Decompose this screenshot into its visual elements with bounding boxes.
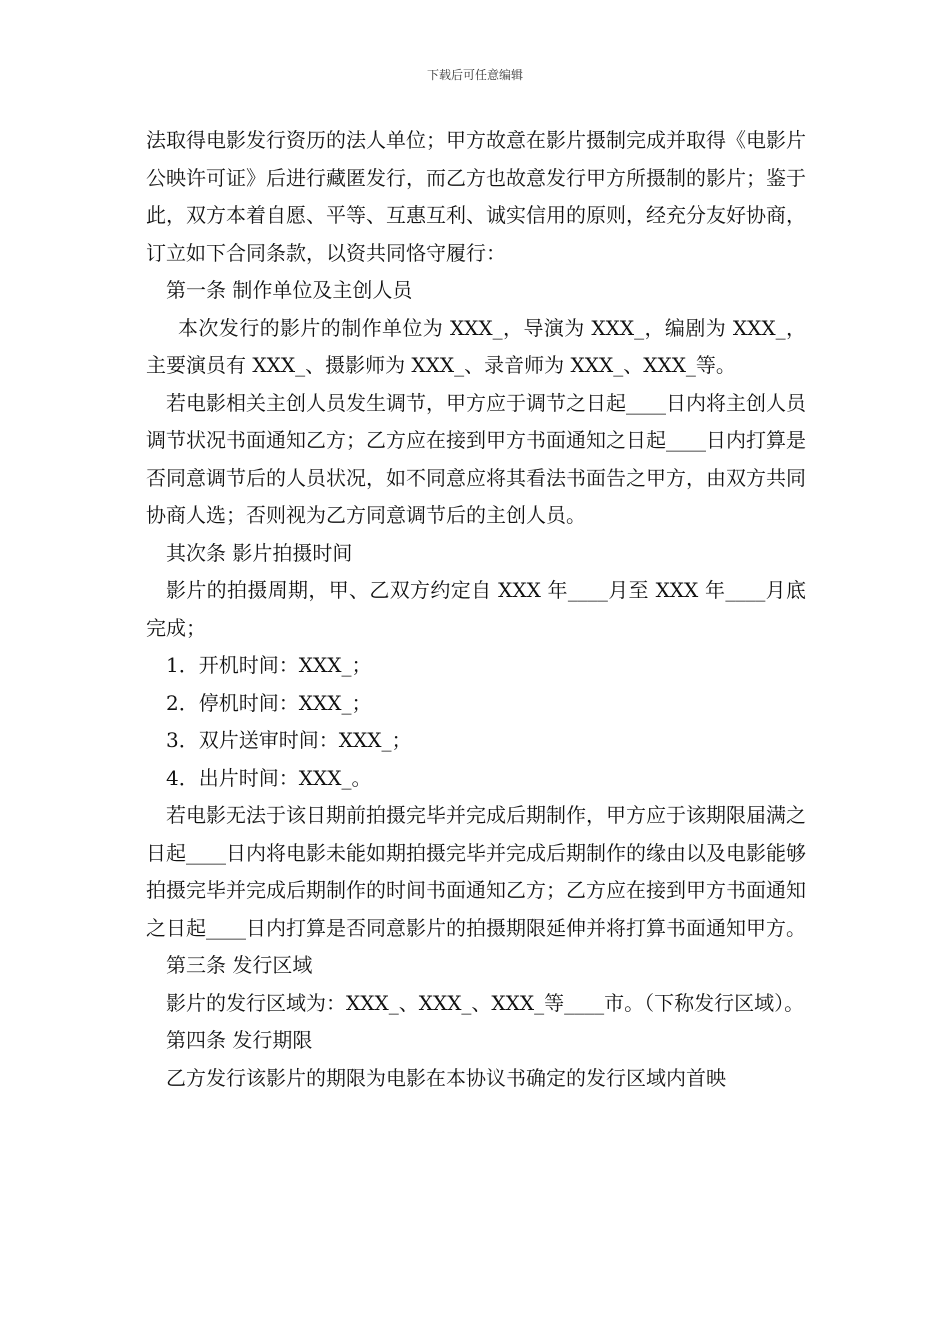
article-4-paragraph-1: 乙方发行该影片的期限为电影在本协议书确定的发行区域内首映 [166, 1065, 726, 1090]
article-1-paragraph-1: 本次发行的影片的制作单位为 XXX_，导演为 XXX_，编剧为 XXX_，主要演员有 XXX_、摄影师为 XXX_、录音师为 XXX_、XXX_等。 [146, 315, 806, 377]
article-3-heading: 第三条 发行区域 [166, 953, 313, 977]
article-3-paragraph-1: 影片的发行区域为：XXX_、XXX_、XXX_等____市。（下称发行区域）。 [166, 990, 805, 1015]
article-2-paragraph-1: 影片的拍摄周期，甲、乙双方约定自 XXX 年____月至 XXX 年____月底完成； [146, 578, 806, 640]
page-header: 下载后可任意编辑 [426, 68, 523, 82]
article-2-paragraph-2: 若电影无法于该日期前拍摄完毕并完成后期制作，甲方应于该期限届满之日起____日内将电影未能如期拍摄完毕并完成后期制作的缘由以及电影能够拍摄完毕并完成后期制作的时间书面通知乙方；乙方应在接到甲方书面通知之日起____日内打算是否同意影片的拍摄期限延伸并将打算书面通知甲方。 [146, 803, 806, 940]
document-body [146, 122, 806, 1097]
article-1-paragraph-2: 若电影相关主创人员发生调节，甲方应于调节之日起____日内将主创人员调节状况书面通知乙方；乙方应在接到甲方书面通知之日起____日内打算是否同意调节后的人员状况，如不同意应将其看法书面告之甲方，由双方共同协商人选；否则视为乙方同意调节后的主创人员。 [146, 390, 806, 527]
list-item-3: 3．双片送审时间：XXX_； [166, 728, 412, 752]
article-2-heading: 其次条 影片拍摄时间 [166, 540, 353, 565]
list-item-1: 1．开机时间：XXX_； [166, 653, 372, 677]
list-item-2: 2．停机时间：XXX_； [166, 690, 372, 715]
list-item-4: 4．出片时间：XXX_。 [166, 765, 372, 790]
paragraph-preamble: 法取得电影发行资历的法人单位；甲方故意在影片摄制完成并取得《电影片公映许可证》后进行藏匿发行，而乙方也故意发行甲方所摄制的影片；鉴于此，双方本着自愿、平等、互惠互利、诚实信用的原则，经充分友好协商，订立如下合同条款，以资共同恪守履行： [146, 128, 806, 265]
article-4-heading: 第四条 发行期限 [166, 1028, 313, 1052]
article-1-heading: 第一条 制作单位及主创人员 [166, 278, 413, 302]
